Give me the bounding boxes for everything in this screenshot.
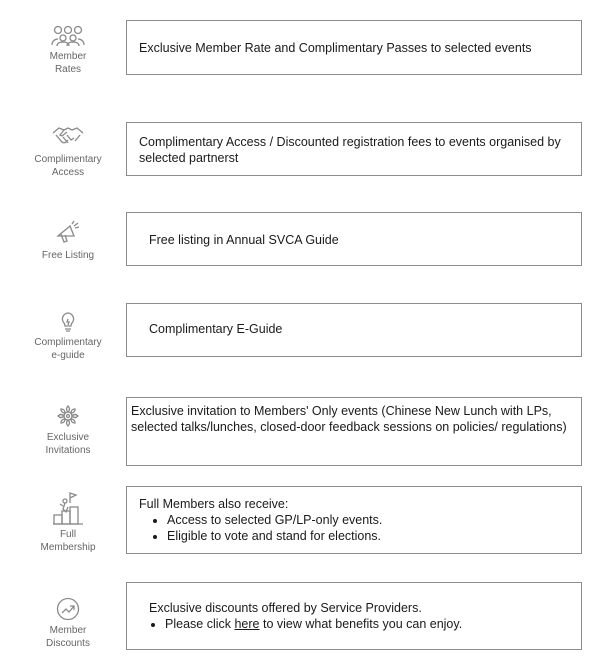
benefit-label-line: Rates xyxy=(54,64,82,75)
benefit-box xyxy=(126,20,582,75)
bullet-text-after: to view what benefits you can enjoy. xyxy=(259,617,463,631)
benefit-label-line: Complimentary xyxy=(34,337,102,348)
benefit-label-line: Full xyxy=(59,529,77,540)
benefit-label-line: Membership xyxy=(40,542,96,553)
benefit-label-line: Complimentary xyxy=(34,154,102,165)
summit-flag-icon xyxy=(52,491,84,525)
bullet-text-before: Please click xyxy=(165,617,235,631)
benefit-icon-block xyxy=(18,311,118,362)
benefit-box xyxy=(126,486,582,554)
benefit-icon-block xyxy=(18,491,118,554)
benefit-box xyxy=(126,582,582,650)
benefit-icon-block xyxy=(18,124,118,179)
gear-flower-icon xyxy=(56,404,80,428)
benefit-icon-block xyxy=(18,25,118,76)
benefit-text: Free listing in Annual SVCA Guide xyxy=(149,233,339,247)
benefit-bullet: • Access to selected GP/LP-only events. xyxy=(167,512,569,528)
benefit-label-line: Exclusive xyxy=(46,432,90,443)
megaphone-icon xyxy=(54,220,82,246)
people-group-icon xyxy=(51,25,85,47)
benefit-box xyxy=(126,303,582,357)
benefit-label-line: Access xyxy=(51,167,85,178)
benefit-label-line: Invitations xyxy=(45,445,91,456)
benefit-box xyxy=(126,212,582,266)
handshake-icon xyxy=(51,124,85,150)
benefit-bullet-list xyxy=(139,512,569,544)
benefit-label-line: Discounts xyxy=(46,638,90,649)
benefit-box xyxy=(126,122,582,176)
benefit-text: Exclusive invitation to Members' Only events (Chinese New Lunch with LPs, selected talks/lunches, closed-door feedback sessions on policies/ regulations) xyxy=(131,404,567,434)
benefit-text: Full Members also receive: xyxy=(139,497,289,511)
benefit-label-line: e-guide xyxy=(51,350,85,361)
benefit-label-line: Free Listing xyxy=(41,250,95,261)
here-link[interactable]: here xyxy=(234,617,260,631)
benefit-icon-block xyxy=(18,220,118,262)
benefit-icon-block xyxy=(18,597,118,650)
benefit-bullet xyxy=(165,616,559,632)
benefit-bullet: • Eligible to vote and stand for elections. xyxy=(167,528,569,544)
benefit-text: Complimentary Access / Discounted registration fees to events organised by selected partnerst xyxy=(139,135,561,165)
lightbulb-icon xyxy=(59,311,77,333)
trend-up-circle-icon xyxy=(56,597,80,621)
benefit-label-line: Member xyxy=(49,51,87,62)
benefit-icon-block xyxy=(18,404,118,457)
benefit-bullet-list xyxy=(149,616,559,632)
benefit-text: Complimentary E-Guide xyxy=(149,322,283,336)
benefit-label-line: Member xyxy=(49,625,87,636)
benefit-text: Exclusive Member Rate and Complimentary Passes to selected events xyxy=(139,41,532,55)
benefit-text: Exclusive discounts offered by Service Providers. xyxy=(149,601,422,615)
benefit-box xyxy=(126,397,582,466)
